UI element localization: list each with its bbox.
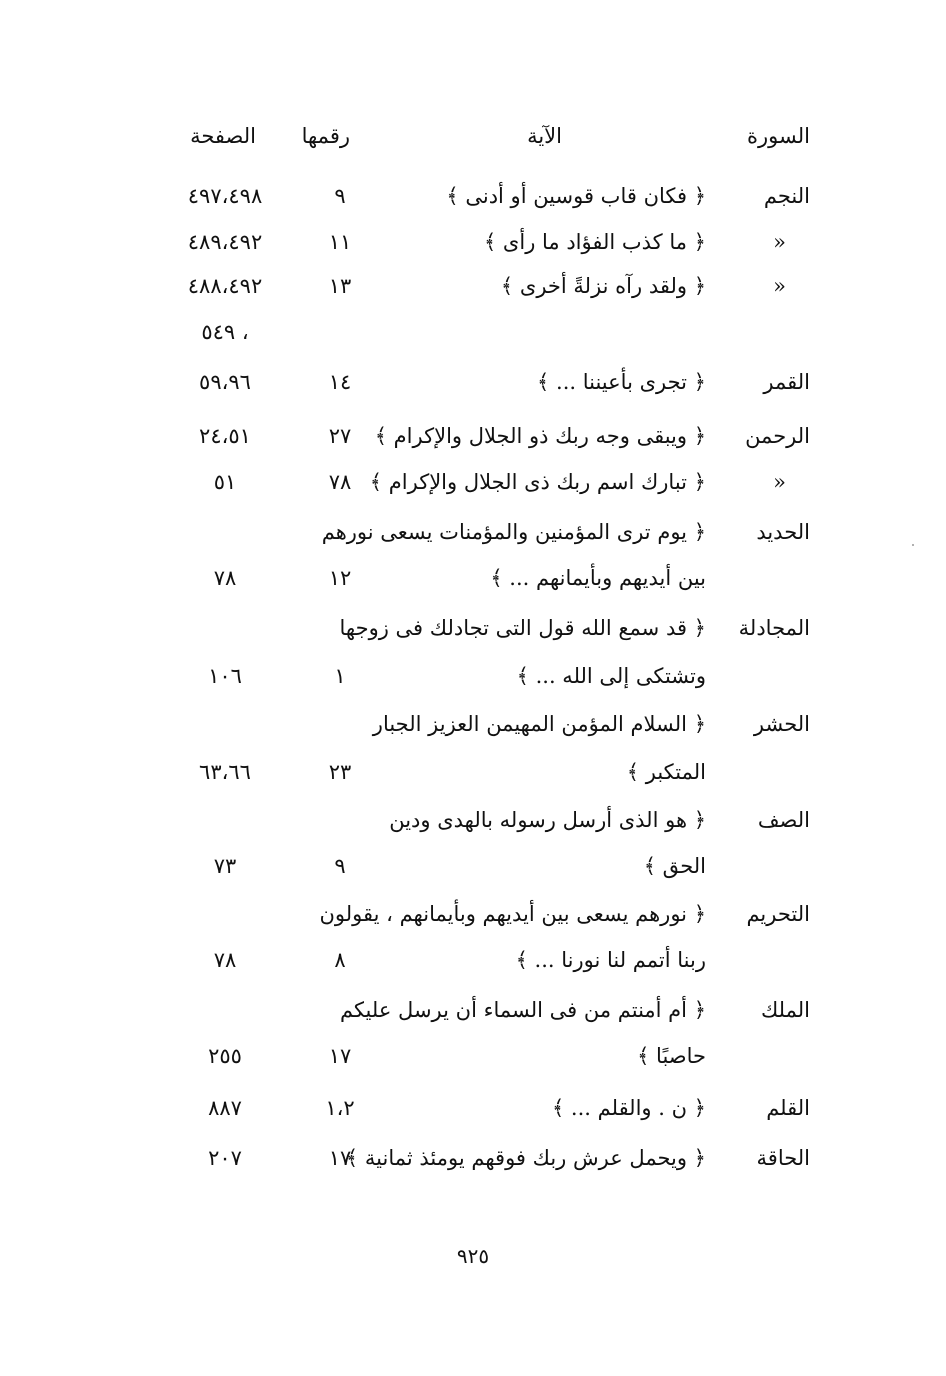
ayah-number: ١٤ [328,370,352,394]
page-ref: ٤٩٧،٤٩٨ [187,184,263,208]
ayah-number: ١٧ [328,1146,352,1170]
header-ayah: الآية [527,124,562,148]
surah-name: القلم [766,1096,810,1120]
surah-name: الرحمن [745,424,810,448]
ayah-number: ٢٧ [328,424,352,448]
scan-speck [912,544,914,546]
ayah-number: ٨ [334,948,346,972]
ditto-mark: « [773,274,786,298]
surah-name: الحاقة [756,1146,810,1170]
page-ref: ٢٠٧ [208,1146,242,1170]
page-ref: ٧٨ [213,566,237,590]
page-ref: ٦٣،٦٦ [199,760,251,784]
ayah-number: ١ [334,664,346,688]
page-ref: ٧٨ [213,948,237,972]
surah-name: الصف [757,808,810,832]
ayah-text: ﴿ ويحمل عرش ربك فوقهم يومئذ ثمانية ﴾ [345,1146,706,1170]
ayah-number: ١٢ [328,566,352,590]
ayah-text-line-2: بين أيديهم وبأيمانهم ... ﴾ [490,566,706,590]
page-ref: ٢٤،٥١ [199,424,251,448]
ayah-text-line-2: حاصبًا ﴾ [637,1044,706,1068]
ayah-number: ٩ [334,184,346,208]
page-ref: ١٠٦ [208,664,242,688]
ayah-text: ﴿ ولقد رآه نزلةً أخرى ﴾ [500,274,706,298]
surah-name: الحديد [756,520,810,544]
ayah-text: ﴿ ن . والقلم ... ﴾ [551,1096,706,1120]
header-page: الصفحة [190,124,256,148]
ayah-text-line-1: ﴿ نورهم يسعى بين أيديهم وبأيمانهم ، يقولون [319,902,706,926]
ayah-text-line-2: المتكبر ﴾ [626,760,706,784]
ayah-text-line-1: ﴿ قد سمع الله قول التى تجادلك فى زوجها [339,616,706,640]
page-ref: ٤٨٨،٤٩٢ [187,274,263,298]
page-ref: ٢٥٥ [208,1044,242,1068]
page-ref-continued: ، ٥٤٩ [201,320,249,344]
ayah-text-line-2: وتشتكى إلى الله ... ﴾ [516,664,706,688]
ayah-text-line-1: ﴿ أم أمنتم من فى السماء أن يرسل عليكم [339,998,706,1022]
ayah-text: ﴿ تبارك اسم ربك ذى الجلال والإكرام ﴾ [369,470,706,494]
header-ayah-number: رقمها [301,124,350,148]
ayah-number: ١٧ [328,1044,352,1068]
header-surah: السورة [747,124,810,148]
page-ref: ٨٨٧ [208,1096,242,1120]
ayah-text: ﴿ ويبقى وجه ربك ذو الجلال والإكرام ﴾ [374,424,706,448]
page-ref: ٥٩،٩٦ [199,370,251,394]
ayah-number: ٩ [334,854,346,878]
surah-name: القمر [763,370,810,394]
ayah-number: ١٣ [328,274,352,298]
page-number: ٩٢٥ [456,1244,490,1268]
ditto-mark: « [773,470,786,494]
surah-name: الملك [760,998,810,1022]
table-header [0,124,946,164]
ayah-number: ٢٣ [328,760,352,784]
ayah-number: ١١ [328,230,352,254]
surah-name: النجم [763,184,810,208]
surah-name: التحريم [746,902,810,926]
ayah-number: ٧٨ [328,470,352,494]
ditto-mark: « [773,230,786,254]
page-ref: ٧٣ [213,854,237,878]
surah-name: المجادلة [738,616,810,640]
ayah-text-line-2: الحق ﴾ [643,854,706,878]
ayah-text: ﴿ تجرى بأعيننا ... ﴾ [537,370,706,394]
ayah-text: ﴿ ما كذب الفؤاد ما رأى ﴾ [483,230,706,254]
ayah-text-line-1: ﴿ هو الذى أرسل رسوله بالهدى ودين [389,808,706,832]
surah-name: الحشر [753,712,810,736]
page-ref: ٤٨٩،٤٩٢ [187,230,263,254]
ayah-text: ﴿ فكان قاب قوسين أو أدنى ﴾ [446,184,706,208]
ayah-text-line-2: ربنا أتمم لنا نورنا ... ﴾ [515,948,706,972]
page-ref: ٥١ [213,470,237,494]
ayah-number: ١،٢ [325,1096,355,1120]
ayah-text-line-1: ﴿ السلام المؤمن المهيمن العزيز الجبار [372,712,706,736]
ayah-text-line-1: ﴿ يوم ترى المؤمنين والمؤمنات يسعى نورهم [321,520,706,544]
